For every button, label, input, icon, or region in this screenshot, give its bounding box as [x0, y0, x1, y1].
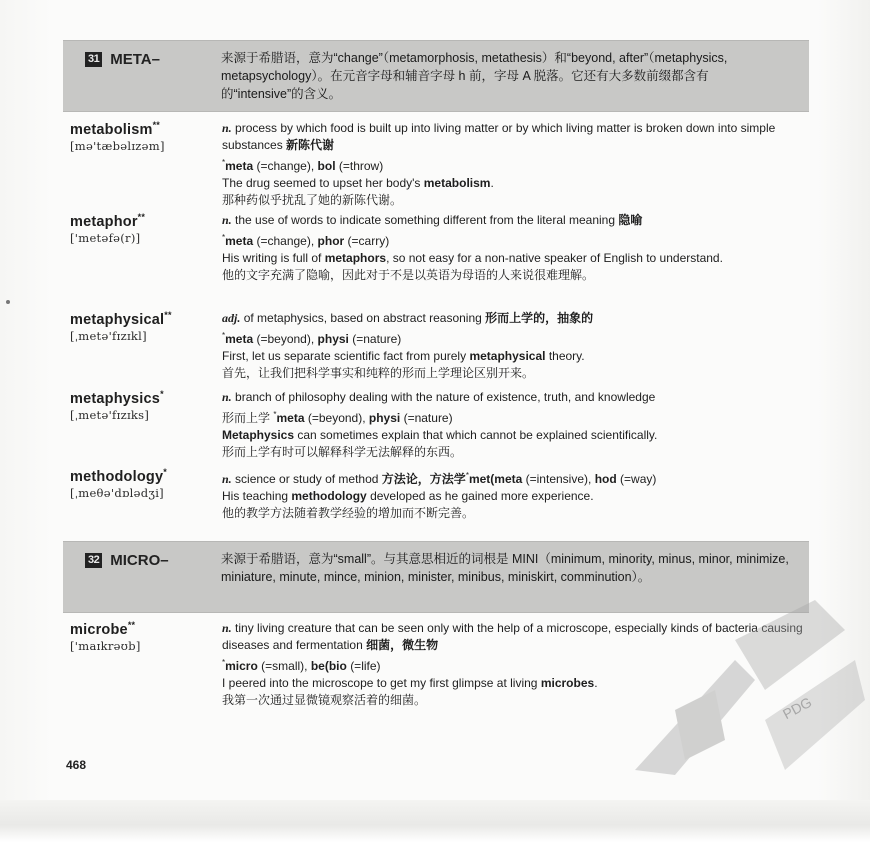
headword: microbe** — [70, 620, 136, 638]
definition: n. branch of philosophy dealing with the nature of existence, truth, and knowledge — [222, 390, 656, 404]
pronunciation: [ˌmetə'fɪzɪkl] — [70, 329, 147, 343]
definition-block — [222, 389, 807, 461]
watermark-label: PDG — [780, 693, 815, 723]
definition: n. science or study of method 方法论，方法学*met(meta (=intensive), hod (=way) — [222, 471, 657, 486]
section-root: META– — [110, 51, 160, 68]
example-translation: 我第一次通过显微镜观察活着的细菌。 — [222, 693, 427, 707]
example-translation: 那种药似乎扰乱了她的新陈代谢。 — [222, 193, 403, 207]
example-sentence: First, let us separate scientific fact from purely metaphysical theory. — [222, 349, 585, 363]
section-description: 来源于希腊语，意为“small”。与其意思相近的词根是 MINI（minimum, minority, minus, minor, minimize, miniature, minute, mince, minion, minister, minibus, miniskirt, comminution）。 — [221, 552, 789, 584]
page-number: 468 — [66, 758, 87, 772]
definition-block — [222, 310, 807, 382]
example-translation: 他的教学方法随着教学经验的增加而不断完善。 — [222, 506, 475, 520]
pronunciation: ['maɪkrəʊb] — [70, 639, 141, 653]
pronunciation: [ˌmetə'fɪzɪks] — [70, 408, 150, 422]
definition: adj. of metaphysics, based on abstract reasoning 形而上学的，抽象的 — [222, 311, 594, 325]
headword: metaphor** — [70, 212, 146, 230]
example-translation: 形而上学有时可以解释科学无法解释的东西。 — [222, 445, 463, 459]
section-number: 32 — [85, 553, 102, 568]
example-sentence: His teaching methodology developed as he gained more experience. — [222, 489, 594, 503]
section-description: 来源于希腊语，意为“change”（metamorphosis, metathesis）和“beyond, after”（metaphysics, metapsychology）。在元音字母和辅音字母 h 前，字母 A 脱落。它还有大多数前缀都含有的“intensive”的含义。 — [221, 51, 728, 101]
pronunciation: ['metəfə(r)] — [70, 231, 141, 245]
example-translation: 他的文字充满了隐喻，因此对于不是以英语为母语的人来说很难理解。 — [222, 268, 595, 282]
example-translation: 首先，让我们把科学事实和纯粹的形而上学理论区别开来。 — [222, 366, 535, 380]
headword: methodology* — [70, 467, 167, 485]
pronunciation: [mə'tæbəlɪzəm] — [70, 139, 165, 153]
etymology: *meta (=change), bol (=throw) — [222, 158, 384, 173]
section-heading — [85, 552, 169, 569]
etymology: *meta (=beyond), physi (=nature) — [222, 331, 402, 346]
section-number: 31 — [85, 52, 102, 67]
headword: metabolism** — [70, 120, 160, 138]
example-sentence: I peered into the microscope to get my first glimpse at living microbes. — [222, 676, 598, 690]
definition-block — [222, 620, 807, 709]
etymology: *meta (=change), phor (=carry) — [222, 233, 390, 248]
definition-block — [222, 120, 807, 209]
headword: metaphysics* — [70, 389, 164, 407]
example-sentence: His writing is full of metaphors, so not easy for a non-native speaker of English to understand. — [222, 251, 723, 265]
section-root: MICRO– — [110, 552, 169, 569]
section-banner-meta — [63, 40, 809, 112]
page-bottom-shadow — [0, 800, 870, 842]
etymology: *micro (=small), be(bio (=life) — [222, 658, 381, 673]
definition-block — [222, 212, 807, 284]
definition: n. the use of words to indicate something different from the literal meaning 隐喻 — [222, 213, 643, 227]
definition: n. tiny living creature that can be seen only with the help of a microscope, especially kinds of bacteria causing diseases and fermentation 细菌，微生物 — [222, 621, 803, 652]
headword: metaphysical** — [70, 310, 172, 328]
example-sentence: Metaphysics can sometimes explain that which cannot be explained scientifically. — [222, 428, 658, 442]
pronunciation: [ˌmeθə'dɒlədʒi] — [70, 486, 164, 500]
example-sentence: The drug seemed to upset her body's metabolism. — [222, 176, 494, 190]
definition-block — [222, 467, 807, 522]
etymology: 形而上学 *meta (=beyond), physi (=nature) — [222, 410, 453, 425]
definition: n. process by which food is built up into living matter or by which living matter is broken down into simple substances 新陈代谢 — [222, 121, 776, 152]
section-banner-micro — [63, 541, 809, 613]
scan-speck — [6, 300, 10, 304]
section-heading — [85, 51, 160, 68]
